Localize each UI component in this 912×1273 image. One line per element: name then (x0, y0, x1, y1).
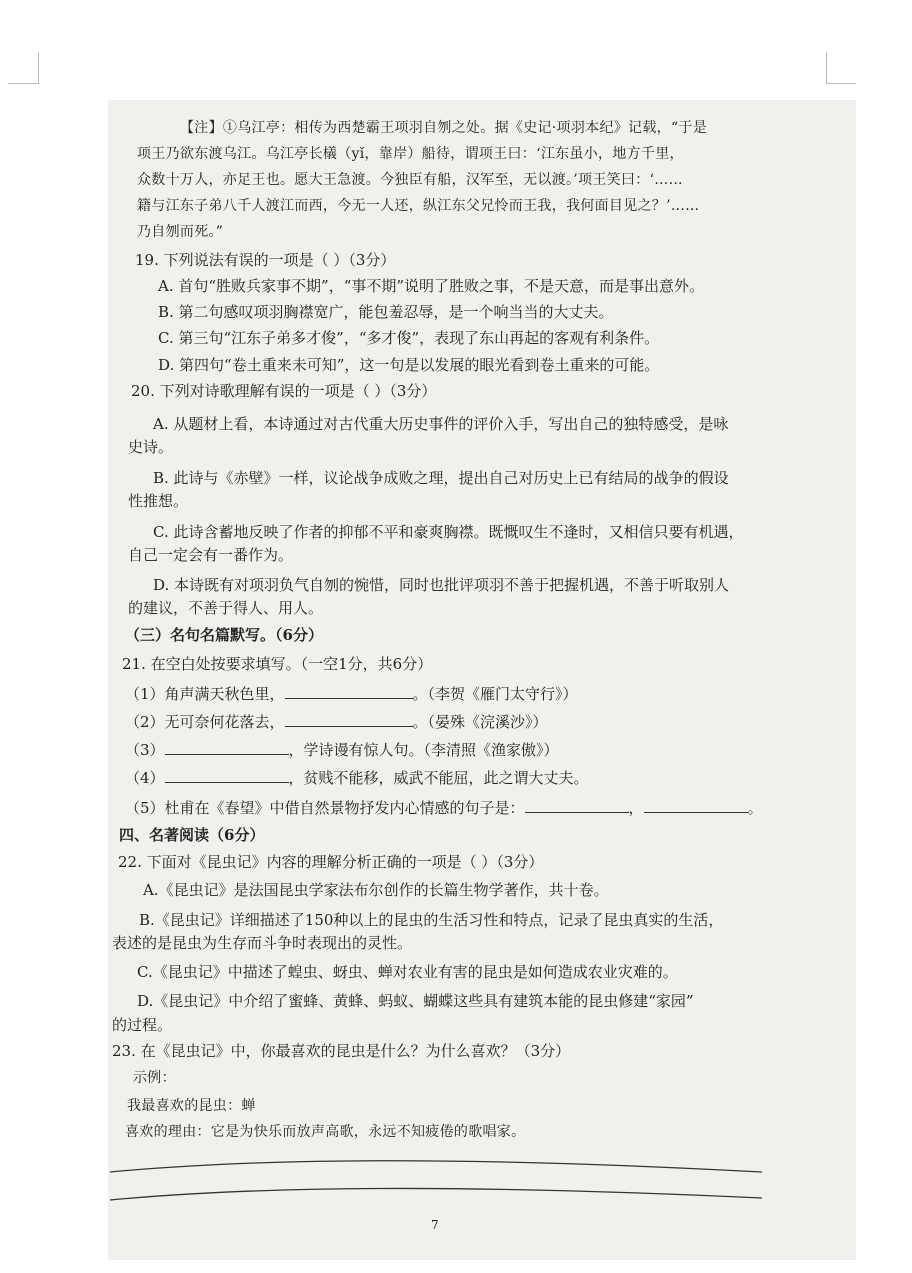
answer-line-1 (110, 1161, 762, 1172)
q22-option-b-line1: B.《昆虫记》详细描述了150种以上的昆虫的生活习性和特点，记录了昆虫真实的生活， (139, 911, 724, 929)
crop-mark-left-v (38, 52, 39, 84)
q22-option-d-line1: D.《昆虫记》中介绍了蜜蜂、黄蜂、蚂蚁、蝴蝶这些具有建筑本能的昆虫修建“家园” (137, 992, 694, 1010)
section-4-heading: 四、名著阅读（6分） (119, 826, 265, 844)
q21-item-2-pre: （2）无可奈何花落去， (125, 713, 285, 731)
q19-stem: 19. 下列说法有误的一项是（ ）（3分） (135, 251, 396, 269)
crop-mark-left-h (8, 83, 39, 84)
q20-option-c-line2: 自己一定会有一番作为。 (128, 546, 294, 564)
q21-item-5-mid: ， (628, 799, 644, 817)
q20-option-b-line2: 性推想。 (128, 492, 189, 510)
page-number: 7 (431, 1218, 439, 1232)
q21-item-4 (125, 768, 589, 788)
q23-example-insect: 我最喜欢的昆虫：蝉 (127, 1098, 256, 1114)
q22-option-d-line2: 的过程。 (112, 1016, 173, 1034)
q21-item-2 (125, 712, 548, 732)
q21-item-5-blank-2[interactable] (644, 798, 748, 813)
q21-item-1-blank[interactable] (285, 684, 413, 699)
section-3-heading: （三）名句名篇默写。（6分） (125, 626, 323, 644)
q21-item-5-pre: （5）杜甫在《春望》中借自然景物抒发内心情感的句子是： (125, 799, 525, 817)
scanned-page (108, 100, 856, 1260)
note-line-1: 【注】①乌江亭：相传为西楚霸王项羽自刎之处。据《史记·项羽本纪》记载，“于是 (180, 120, 708, 136)
q23-stem: 23. 在《昆虫记》中，你最喜欢的昆虫是什么？为什么喜欢？（3分） (112, 1042, 571, 1060)
q21-item-4-post: ，贫贱不能移，威武不能屈，此之谓大丈夫。 (288, 769, 589, 787)
note-line-5: 乃自刎而死。” (137, 224, 224, 240)
q21-item-5-post: 。 (747, 799, 763, 817)
q21-item-2-blank[interactable] (285, 712, 413, 727)
q21-item-3-pre: （3） (125, 741, 165, 759)
q20-option-c-line1: C. 此诗含蓄地反映了作者的抑郁不平和豪爽胸襟。既慨叹生不逢时，又相信只要有机遇， (153, 523, 744, 541)
crop-mark-right-h (826, 83, 856, 84)
q20-option-d-line2: 的建议，不善于得人、用人。 (128, 599, 324, 617)
q21-item-3 (125, 740, 559, 760)
note-line-2: 项王乃欲东渡乌江。乌江亭长檥（yǐ，靠岸）船待，谓项王曰：‘江东虽小，地方千里， (137, 146, 684, 162)
q21-item-5-blank-1[interactable] (525, 798, 629, 813)
q20-option-b-line1: B. 此诗与《赤壁》一样，议论战争成败之理，提出自己对历史上已有结局的战争的假设 (153, 469, 729, 487)
answer-lines (110, 1150, 770, 1210)
q22-option-a: A.《昆虫记》是法国昆虫学家法布尔创作的长篇生物学著作，共十卷。 (143, 881, 609, 899)
q21-item-1-pre: （1）角声满天秋色里， (125, 685, 285, 703)
q19-option-d: D. 第四句“卷土重来未可知”，这一句是以发展的眼光看到卷土重来的可能。 (158, 356, 660, 374)
q19-option-b: B. 第二句感叹项羽胸襟宽广，能包羞忍辱，是一个响当当的大丈夫。 (158, 303, 614, 321)
q22-stem: 22. 下面对《昆虫记》内容的理解分析正确的一项是（ ）（3分） (118, 853, 544, 871)
note-line-4: 籍与江东子弟八千人渡江而西，今无一人还，纵江东父兄怜而王我，我何面目见之？’…… (137, 198, 700, 214)
q20-option-a-line2: 史诗。 (128, 438, 174, 456)
q21-item-4-pre: （4） (125, 769, 165, 787)
q23-example-label: 示例： (133, 1070, 176, 1086)
answer-line-2 (110, 1188, 762, 1200)
q21-stem: 21. 在空白处按要求填写。（一空1分，共6分） (122, 655, 433, 673)
q22-option-c: C.《昆虫记》中描述了蝗虫、蚜虫、蝉对农业有害的昆虫是如何造成农业灾难的。 (137, 963, 678, 981)
q21-item-4-blank[interactable] (165, 768, 289, 783)
q21-item-5 (125, 798, 763, 818)
q21-item-1-post: 。（李贺《雁门太守行》） (412, 685, 578, 703)
note-line-3: 众数十万人，亦足王也。愿大王急渡。今独臣有船，汉军至，无以渡。’项王笑曰：‘…… (137, 172, 683, 188)
q19-option-a: A. 首句“胜败兵家事不期”，“事不期”说明了胜败之事，不是天意，而是事出意外。 (158, 277, 705, 295)
q19-option-c: C. 第三句“江东子弟多才俊”，“多才俊”，表现了东山再起的客观有利条件。 (158, 329, 660, 347)
q20-stem: 20. 下列对诗歌理解有误的一项是（ ）（3分） (131, 382, 437, 400)
q21-item-3-post: ，学诗谩有惊人句。（李清照《渔家傲》） (288, 741, 559, 759)
q23-example-reason: 喜欢的理由：它是为快乐而放声高歌，永远不知疲倦的歌唱家。 (125, 1124, 526, 1140)
q22-option-b-line2: 表述的是昆虫为生存而斗争时表现出的灵性。 (112, 934, 413, 952)
q21-item-2-post: 。（晏殊《浣溪沙》） (412, 713, 548, 731)
q21-item-3-blank[interactable] (165, 740, 289, 755)
q20-option-a-line1: A. 从题材上看，本诗通过对古代重大历史事件的评价入手，写出自己的独特感受，是咏 (153, 415, 729, 433)
q20-option-d-line1: D. 本诗既有对项羽负气自刎的惋惜，同时也批评项羽不善于把握机遇，不善于听取别人 (153, 576, 730, 594)
q21-item-1 (125, 684, 578, 704)
crop-mark-right-v (826, 52, 827, 84)
